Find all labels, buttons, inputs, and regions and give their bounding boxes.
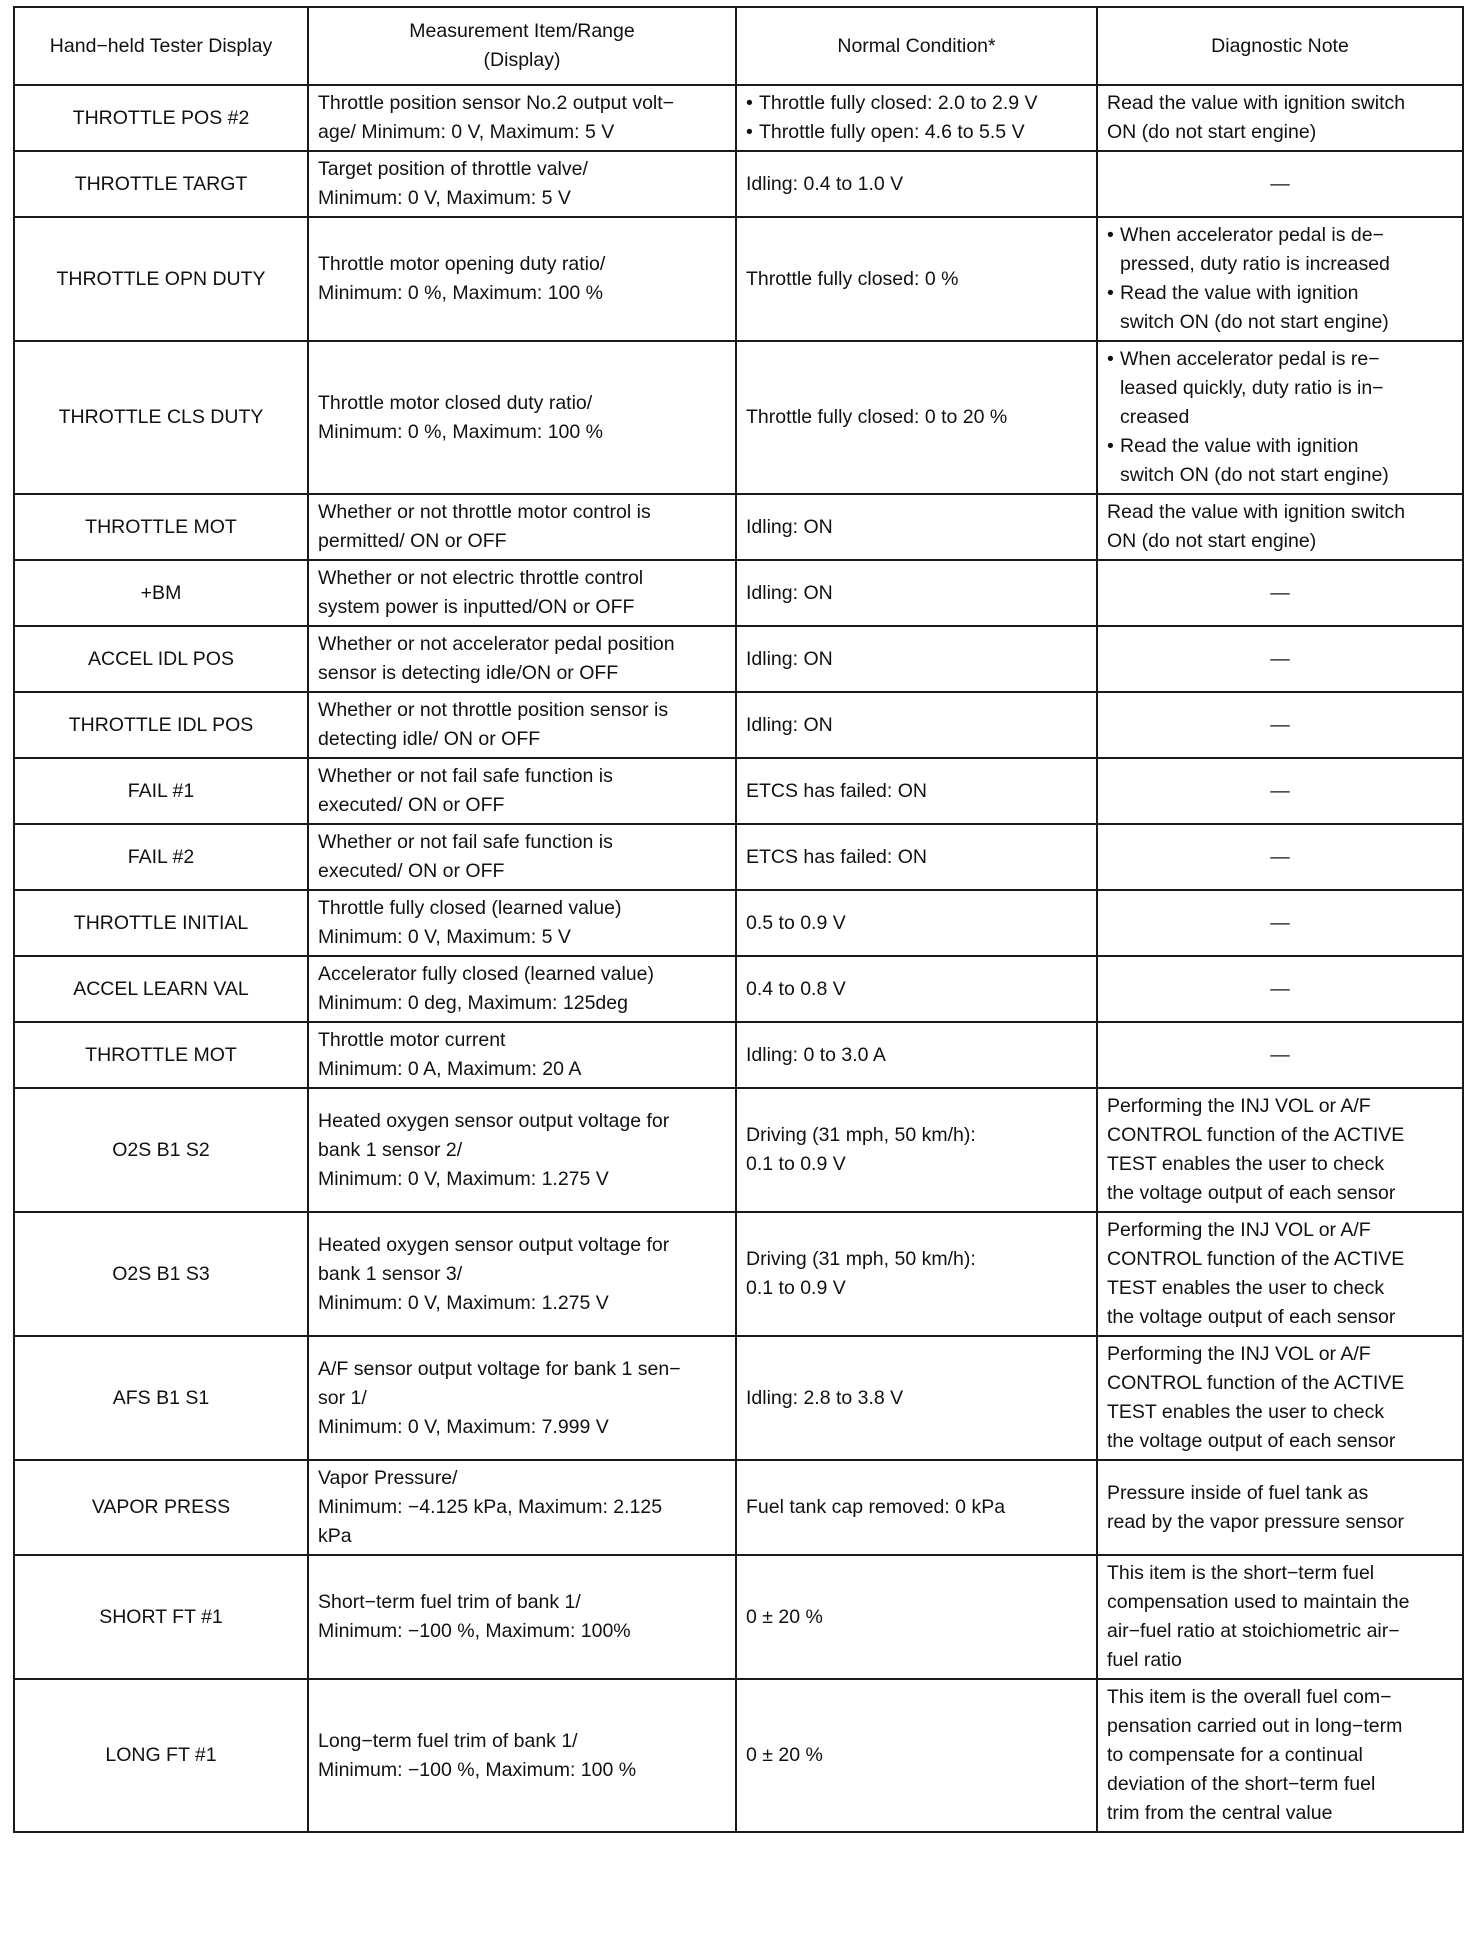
header-tester-display: Hand−held Tester Display bbox=[14, 7, 308, 85]
header-measurement-line: Measurement Item/Range bbox=[409, 20, 635, 42]
cell-measurement-line: Minimum: 0 deg, Maximum: 125deg bbox=[318, 992, 628, 1014]
cell-measurement-line: permitted/ ON or OFF bbox=[318, 530, 507, 552]
cell-normal-condition-line: ETCS has failed: ON bbox=[746, 845, 927, 868]
cell-tester-display: THROTTLE MOT bbox=[14, 494, 308, 560]
table-row bbox=[14, 956, 1463, 1022]
cell-measurement bbox=[308, 151, 736, 217]
cell-diagnostic-note-line: pensation carried out in long−term bbox=[1107, 1715, 1403, 1737]
cell-measurement-line: sor 1/ bbox=[318, 1386, 367, 1409]
cell-tester-display: O2S B1 S2 bbox=[14, 1088, 308, 1212]
cell-measurement-line: Minimum: 0 %, Maximum: 100 % bbox=[318, 420, 603, 443]
cell-normal-condition-line: 0 ± 20 % bbox=[746, 1744, 823, 1766]
cell-measurement-line: Whether or not throttle motor control is bbox=[318, 501, 651, 523]
cell-normal-condition-line: Idling: 0 to 3.0 A bbox=[746, 1043, 886, 1066]
cell-diagnostic-note-line: the voltage output of each sensor bbox=[1107, 1430, 1396, 1452]
cell-diagnostic-note-line: CONTROL function of the ACTIVE bbox=[1107, 1372, 1405, 1394]
cell-tester-display: THROTTLE CLS DUTY bbox=[14, 341, 308, 494]
cell-measurement-line: age/ Minimum: 0 V, Maximum: 5 V bbox=[318, 121, 615, 143]
cell-diagnostic-note-line: TEST enables the user to check bbox=[1107, 1401, 1385, 1423]
diagnostic-note-line: switch ON (do not start engine) bbox=[1120, 311, 1389, 333]
diagnostic-note-line: pressed, duty ratio is increased bbox=[1120, 253, 1390, 275]
cell-diagnostic-note-line: TEST enables the user to check bbox=[1107, 1153, 1385, 1175]
cell-diagnostic-note-line: Performing the INJ VOL or A/F bbox=[1107, 1219, 1371, 1241]
cell-normal-condition bbox=[736, 824, 1097, 890]
cell-normal-condition bbox=[736, 1022, 1097, 1088]
diagnostic-note-bullet bbox=[1107, 221, 1453, 279]
cell-measurement-line: Heated oxygen sensor output voltage for bbox=[318, 1233, 670, 1256]
cell-measurement-line: Whether or not fail safe function is bbox=[318, 765, 613, 787]
cell-measurement-line: Minimum: 0 V, Maximum: 7.999 V bbox=[318, 1415, 609, 1438]
cell-measurement bbox=[308, 494, 736, 560]
cell-tester-display: O2S B1 S3 bbox=[14, 1212, 308, 1336]
cell-measurement-line: Minimum: 0 %, Maximum: 100 % bbox=[318, 282, 603, 304]
table-row bbox=[14, 1555, 1463, 1679]
cell-normal-condition bbox=[736, 1336, 1097, 1460]
cell-normal-condition bbox=[736, 890, 1097, 956]
cell-diagnostic-note-line: Performing the INJ VOL or A/F bbox=[1107, 1343, 1371, 1365]
cell-tester-display: LONG FT #1 bbox=[14, 1679, 308, 1832]
cell-measurement-line: system power is inputted/ON or OFF bbox=[318, 596, 635, 618]
cell-measurement-line: Throttle motor closed duty ratio/ bbox=[318, 391, 593, 414]
cell-tester-display: THROTTLE IDL POS bbox=[14, 692, 308, 758]
cell-normal-condition-line: 0.1 to 0.9 V bbox=[746, 1153, 846, 1175]
cell-diagnostic-note bbox=[1097, 1212, 1463, 1336]
cell-measurement bbox=[308, 692, 736, 758]
cell-diagnostic-note-line: Performing the INJ VOL or A/F bbox=[1107, 1095, 1371, 1117]
cell-normal-condition-line: Throttle fully closed: 0 % bbox=[746, 267, 959, 290]
cell-measurement bbox=[308, 560, 736, 626]
cell-diagnostic-note bbox=[1097, 1088, 1463, 1212]
table-row bbox=[14, 824, 1463, 890]
diagnostic-note-bullet bbox=[1107, 432, 1453, 490]
cell-tester-display: THROTTLE POS #2 bbox=[14, 85, 308, 151]
cell-normal-condition-line: Idling: ON bbox=[746, 581, 833, 604]
cell-measurement bbox=[308, 626, 736, 692]
cell-diagnostic-note-empty: — bbox=[1097, 824, 1463, 890]
cell-normal-condition bbox=[736, 217, 1097, 341]
cell-tester-display: THROTTLE OPN DUTY bbox=[14, 217, 308, 341]
cell-measurement-line: Minimum: −4.125 kPa, Maximum: 2.125 bbox=[318, 1496, 663, 1518]
cell-normal-condition bbox=[736, 1088, 1097, 1212]
cell-measurement-line: Whether or not electric throttle control bbox=[318, 567, 644, 589]
table-row bbox=[14, 85, 1463, 151]
cell-measurement-line: Whether or not throttle position sensor is bbox=[318, 699, 669, 721]
cell-tester-display: AFS B1 S1 bbox=[14, 1336, 308, 1460]
diagnostic-note-line: • When accelerator pedal is de− bbox=[1120, 224, 1384, 246]
cell-tester-display: VAPOR PRESS bbox=[14, 1460, 308, 1555]
cell-normal-condition-line: Idling: 0.4 to 1.0 V bbox=[746, 172, 904, 195]
cell-measurement bbox=[308, 1555, 736, 1679]
table-row bbox=[14, 1336, 1463, 1460]
document-page bbox=[13, 6, 1462, 1833]
cell-normal-condition bbox=[736, 341, 1097, 494]
cell-diagnostic-note-empty: — bbox=[1097, 1022, 1463, 1088]
cell-normal-condition-line: 0.4 to 0.8 V bbox=[746, 977, 846, 1000]
cell-measurement-line: Accelerator fully closed (learned value) bbox=[318, 963, 654, 985]
cell-measurement bbox=[308, 758, 736, 824]
cell-normal-condition-line: Idling: 2.8 to 3.8 V bbox=[746, 1386, 904, 1409]
cell-measurement bbox=[308, 1336, 736, 1460]
cell-normal-condition-line: Fuel tank cap removed: 0 kPa bbox=[746, 1496, 1006, 1518]
cell-diagnostic-note-line: TEST enables the user to check bbox=[1107, 1277, 1385, 1299]
cell-normal-condition bbox=[736, 560, 1097, 626]
cell-measurement-line: Throttle motor opening duty ratio/ bbox=[318, 253, 606, 275]
header-measurement-line: (Display) bbox=[483, 49, 561, 71]
table-row bbox=[14, 560, 1463, 626]
cell-normal-condition bbox=[736, 85, 1097, 151]
cell-measurement bbox=[308, 1460, 736, 1555]
cell-diagnostic-note-empty: — bbox=[1097, 560, 1463, 626]
cell-diagnostic-note-line: This item is the short−term fuel bbox=[1107, 1562, 1375, 1584]
cell-normal-condition bbox=[736, 956, 1097, 1022]
table-row bbox=[14, 151, 1463, 217]
normal-condition-bullet: • Throttle fully open: 4.6 to 5.5 V bbox=[746, 118, 1087, 147]
cell-tester-display: +BM bbox=[14, 560, 308, 626]
cell-diagnostic-note-empty: — bbox=[1097, 692, 1463, 758]
cell-normal-condition-line: 0 ± 20 % bbox=[746, 1605, 823, 1628]
cell-diagnostic-note-line: the voltage output of each sensor bbox=[1107, 1182, 1396, 1204]
diagnostic-note-line: • Read the value with ignition bbox=[1120, 282, 1359, 304]
cell-normal-condition-line: Idling: ON bbox=[746, 647, 833, 670]
cell-normal-condition-line: Idling: ON bbox=[746, 515, 833, 538]
header-diagnostic-note: Diagnostic Note bbox=[1097, 7, 1463, 85]
cell-diagnostic-note bbox=[1097, 494, 1463, 560]
cell-normal-condition bbox=[736, 1555, 1097, 1679]
cell-measurement-line: Long−term fuel trim of bank 1/ bbox=[318, 1729, 578, 1752]
table-row bbox=[14, 1022, 1463, 1088]
cell-measurement bbox=[308, 1679, 736, 1832]
header-measurement-item bbox=[308, 7, 736, 85]
cell-tester-display: SHORT FT #1 bbox=[14, 1555, 308, 1679]
cell-normal-condition-line: Driving (31 mph, 50 km/h): bbox=[746, 1124, 976, 1146]
cell-tester-display: ACCEL IDL POS bbox=[14, 626, 308, 692]
diagnostic-note-bullet bbox=[1107, 279, 1453, 337]
cell-measurement bbox=[308, 956, 736, 1022]
cell-diagnostic-note-line: Read the value with ignition switch bbox=[1107, 501, 1406, 523]
cell-normal-condition bbox=[736, 692, 1097, 758]
cell-tester-display: THROTTLE TARGT bbox=[14, 151, 308, 217]
cell-measurement-line: detecting idle/ ON or OFF bbox=[318, 728, 541, 750]
cell-measurement-line: Vapor Pressure/ bbox=[318, 1467, 458, 1489]
cell-diagnostic-note-line: CONTROL function of the ACTIVE bbox=[1107, 1248, 1405, 1270]
table-header-row bbox=[14, 7, 1463, 85]
cell-measurement-line: Throttle position sensor No.2 output volt− bbox=[318, 92, 675, 114]
cell-normal-condition-line: Driving (31 mph, 50 km/h): bbox=[746, 1248, 976, 1270]
diagnostic-note-line: creased bbox=[1120, 406, 1190, 428]
cell-tester-display: THROTTLE INITIAL bbox=[14, 890, 308, 956]
cell-diagnostic-note-line: fuel ratio bbox=[1107, 1649, 1182, 1671]
cell-measurement-line: Whether or not accelerator pedal position bbox=[318, 633, 675, 655]
data-list-table bbox=[13, 6, 1464, 1833]
cell-diagnostic-note-line: the voltage output of each sensor bbox=[1107, 1306, 1396, 1328]
cell-diagnostic-note bbox=[1097, 1460, 1463, 1555]
cell-normal-condition-line: ETCS has failed: ON bbox=[746, 779, 927, 802]
cell-diagnostic-note-empty: — bbox=[1097, 890, 1463, 956]
cell-normal-condition bbox=[736, 1212, 1097, 1336]
cell-measurement-line: executed/ ON or OFF bbox=[318, 794, 505, 816]
cell-normal-condition bbox=[736, 494, 1097, 560]
cell-measurement-line: Throttle fully closed (learned value) bbox=[318, 897, 622, 919]
cell-normal-condition bbox=[736, 1460, 1097, 1555]
cell-diagnostic-note-line: CONTROL function of the ACTIVE bbox=[1107, 1124, 1405, 1146]
cell-normal-condition bbox=[736, 758, 1097, 824]
cell-diagnostic-note-empty: — bbox=[1097, 626, 1463, 692]
cell-tester-display: FAIL #1 bbox=[14, 758, 308, 824]
cell-diagnostic-note-line: to compensate for a continual bbox=[1107, 1744, 1363, 1766]
cell-measurement bbox=[308, 341, 736, 494]
normal-condition-bullet: • Throttle fully closed: 2.0 to 2.9 V bbox=[746, 89, 1087, 118]
cell-measurement-line: executed/ ON or OFF bbox=[318, 860, 505, 882]
cell-measurement-line: Minimum: 0 V, Maximum: 1.275 V bbox=[318, 1167, 609, 1190]
cell-tester-display: ACCEL LEARN VAL bbox=[14, 956, 308, 1022]
cell-diagnostic-note bbox=[1097, 341, 1463, 494]
table-row bbox=[14, 626, 1463, 692]
cell-measurement-line: Minimum: 0 V, Maximum: 1.275 V bbox=[318, 1291, 609, 1314]
cell-diagnostic-note-line: This item is the overall fuel com− bbox=[1107, 1686, 1392, 1708]
cell-measurement-line: Minimum: 0 V, Maximum: 5 V bbox=[318, 926, 571, 948]
table-row bbox=[14, 692, 1463, 758]
cell-measurement-line: bank 1 sensor 2/ bbox=[318, 1138, 463, 1161]
cell-measurement bbox=[308, 824, 736, 890]
cell-normal-condition-line: Throttle fully closed: 0 to 20 % bbox=[746, 406, 1008, 428]
cell-diagnostic-note bbox=[1097, 1679, 1463, 1832]
diagnostic-note-line: • Read the value with ignition bbox=[1120, 435, 1359, 457]
cell-measurement-line: A/F sensor output voltage for bank 1 sen− bbox=[318, 1357, 681, 1380]
cell-diagnostic-note-line: deviation of the short−term fuel bbox=[1107, 1773, 1376, 1795]
cell-tester-display: FAIL #2 bbox=[14, 824, 308, 890]
cell-normal-condition bbox=[736, 1679, 1097, 1832]
cell-diagnostic-note-line: trim from the central value bbox=[1107, 1802, 1333, 1824]
header-normal-condition: Normal Condition* bbox=[736, 7, 1097, 85]
cell-diagnostic-note-line: compensation used to maintain the bbox=[1107, 1591, 1410, 1613]
cell-normal-condition-line: 0.5 to 0.9 V bbox=[746, 911, 846, 934]
table-row bbox=[14, 341, 1463, 494]
cell-measurement-line: kPa bbox=[318, 1525, 352, 1547]
cell-normal-condition bbox=[736, 151, 1097, 217]
cell-measurement bbox=[308, 85, 736, 151]
cell-measurement-line: Heated oxygen sensor output voltage for bbox=[318, 1109, 670, 1132]
cell-normal-condition-line: Idling: ON bbox=[746, 713, 833, 736]
cell-measurement-line: sensor is detecting idle/ON or OFF bbox=[318, 662, 619, 684]
cell-measurement bbox=[308, 1088, 736, 1212]
cell-measurement-line: Short−term fuel trim of bank 1/ bbox=[318, 1591, 581, 1613]
cell-diagnostic-note-line: read by the vapor pressure sensor bbox=[1107, 1510, 1404, 1533]
cell-diagnostic-note-line: ON (do not start engine) bbox=[1107, 530, 1317, 552]
cell-measurement-line: Minimum: 0 A, Maximum: 20 A bbox=[318, 1058, 582, 1080]
cell-measurement-line: Whether or not fail safe function is bbox=[318, 831, 613, 853]
table-body bbox=[14, 85, 1463, 1832]
diagnostic-note-line: • When accelerator pedal is re− bbox=[1120, 348, 1380, 370]
cell-measurement bbox=[308, 1212, 736, 1336]
table-row bbox=[14, 217, 1463, 341]
table-row bbox=[14, 494, 1463, 560]
cell-tester-display: THROTTLE MOT bbox=[14, 1022, 308, 1088]
cell-diagnostic-note bbox=[1097, 217, 1463, 341]
cell-diagnostic-note bbox=[1097, 1555, 1463, 1679]
cell-diagnostic-note-line: air−fuel ratio at stoichiometric air− bbox=[1107, 1620, 1400, 1642]
cell-measurement-line: Target position of throttle valve/ bbox=[318, 158, 588, 180]
cell-diagnostic-note-empty: — bbox=[1097, 151, 1463, 217]
cell-diagnostic-note bbox=[1097, 1336, 1463, 1460]
cell-measurement-line: Minimum: −100 %, Maximum: 100% bbox=[318, 1620, 631, 1642]
cell-diagnostic-note-line: Pressure inside of fuel tank as bbox=[1107, 1481, 1369, 1504]
cell-normal-condition-line: 0.1 to 0.9 V bbox=[746, 1277, 846, 1299]
cell-diagnostic-note-empty: — bbox=[1097, 758, 1463, 824]
cell-measurement-line: bank 1 sensor 3/ bbox=[318, 1262, 463, 1285]
cell-measurement-line: Throttle motor current bbox=[318, 1029, 506, 1051]
diagnostic-note-line: switch ON (do not start engine) bbox=[1120, 464, 1389, 486]
table-row bbox=[14, 758, 1463, 824]
table-row bbox=[14, 1679, 1463, 1832]
cell-diagnostic-note-line: Read the value with ignition switch bbox=[1107, 92, 1406, 114]
table-row bbox=[14, 1212, 1463, 1336]
table-row bbox=[14, 1088, 1463, 1212]
table-row bbox=[14, 890, 1463, 956]
diagnostic-note-line: leased quickly, duty ratio is in− bbox=[1120, 377, 1384, 399]
cell-measurement bbox=[308, 890, 736, 956]
table-row bbox=[14, 1460, 1463, 1555]
cell-diagnostic-note-line: ON (do not start engine) bbox=[1107, 121, 1317, 143]
cell-diagnostic-note-empty: — bbox=[1097, 956, 1463, 1022]
cell-measurement-line: Minimum: −100 %, Maximum: 100 % bbox=[318, 1758, 637, 1781]
cell-measurement bbox=[308, 217, 736, 341]
cell-measurement bbox=[308, 1022, 736, 1088]
diagnostic-note-bullet bbox=[1107, 345, 1453, 432]
cell-measurement-line: Minimum: 0 V, Maximum: 5 V bbox=[318, 187, 571, 209]
cell-normal-condition bbox=[736, 626, 1097, 692]
cell-diagnostic-note bbox=[1097, 85, 1463, 151]
